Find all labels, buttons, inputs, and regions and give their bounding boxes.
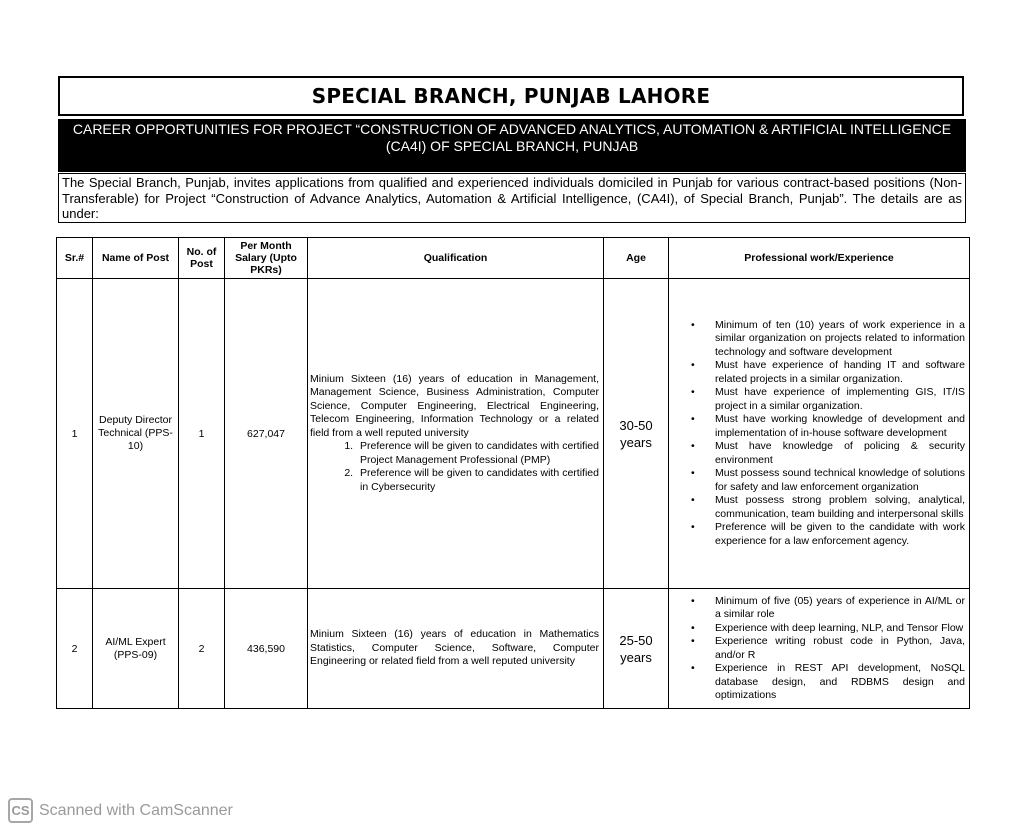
experience-list: [673, 319, 965, 549]
list-item: • Minimum of five (05) years of experience in AI/ML or a similar role: [715, 595, 965, 622]
row-post-count: 1: [179, 279, 225, 589]
header-post-name: Name of Post: [93, 238, 179, 279]
positions-table: [56, 237, 970, 709]
preference-list: [310, 440, 599, 494]
intro-paragraph: The Special Branch, Punjab, invites applications from qualified and experienced individuals domiciled in Punjab for various contract-based positions (Non-Transferable) for Project “Construction of Advance Analytics, Automation & Artificial Intelligence, (CA4I), of Special Branch, Punjab”. The details are as under:: [58, 173, 966, 223]
list-item: • Minimum of ten (10) years of work experience in a similar organization on projects related to information technology and software development: [715, 319, 965, 360]
header-experience: Professional work/Experience: [669, 238, 970, 279]
list-item: • Must have experience of implementing GIS, IT/IS project in a similar organization.: [715, 386, 965, 413]
row-post-name: AI/ML Expert (PPS-09): [93, 589, 179, 709]
career-banner: [58, 119, 966, 172]
banner-line-1: CAREER OPPORTUNITIES FOR PROJECT “CONSTRUCTION OF ADVANCED ANALYTICS, AUTOMATION & ARTIFICIAL INTELLIGENCE: [72, 121, 952, 137]
list-item: • Preference will be given to the candidate with work experience for a law enforcement agency.: [715, 521, 965, 548]
age-unit: years: [620, 649, 652, 665]
list-item: • Experience with deep learning, NLP, and Tensor Flow: [715, 622, 965, 636]
row-qualification: [308, 279, 604, 589]
qualification-text: Minium Sixteen (16) years of education in Management, Management Science, Business Administration, Computer Science, Computer Engineering, Electrical Engineering, Telecom Engineering, Information Technology or a related field from a well reputed university: [310, 372, 599, 439]
row-qualification: [308, 589, 604, 709]
row-age: [604, 279, 669, 589]
header-sr: Sr.#: [57, 238, 93, 279]
header-salary: Per Month Salary (Upto PKRs): [225, 238, 308, 279]
camscanner-watermark: [8, 798, 233, 823]
row-experience: [669, 589, 970, 709]
list-item: • Must possess sound technical knowledge of solutions for safety and law enforcement organization: [715, 467, 965, 494]
row-salary: 436,590: [225, 589, 308, 709]
experience-list: [673, 595, 965, 703]
table-header-row: [57, 238, 970, 279]
row-sr: 2: [57, 589, 93, 709]
header-post-count: No. of Post: [179, 238, 225, 279]
list-item: • Must have knowledge of policing & security environment: [715, 440, 965, 467]
age-range: 30-50: [619, 417, 653, 433]
row-post-count: 2: [179, 589, 225, 709]
age-range: 25-50: [619, 632, 653, 648]
row-salary: 627,047: [225, 279, 308, 589]
qualification-text: Minium Sixteen (16) years of education in Mathematics Statistics, Computer Science, Software, Computer Engineering or related field from a well reputed university: [310, 628, 599, 668]
page-title-box: [58, 76, 964, 116]
row-post-name: Deputy Director Technical (PPS-10): [93, 279, 179, 589]
row-experience: [669, 279, 970, 589]
row-sr: 1: [57, 279, 93, 589]
row-age: [604, 589, 669, 709]
page-title: SPECIAL BRANCH, PUNJAB LAHORE: [311, 84, 711, 108]
table-row: [57, 589, 970, 709]
list-item: 2. Preference will be given to candidates with certified in Cybersecurity: [356, 467, 599, 494]
header-qualification: Qualification: [308, 238, 604, 279]
banner-line-2: (CA4I) OF SPECIAL BRANCH, PUNJAB: [385, 138, 639, 154]
list-item: • Must possess strong problem solving, analytical, communication, team building and interpersonal skills: [715, 494, 965, 521]
list-item: • Experience writing robust code in Python, Java, and/or R: [715, 635, 965, 662]
camscanner-logo-icon: CS: [8, 798, 33, 823]
list-item: • Must have working knowledge of development and implementation of in-house software development: [715, 413, 965, 440]
camscanner-text: Scanned with CamScanner: [39, 801, 233, 819]
table-row: [57, 279, 970, 589]
list-item: • Experience in REST API development, NoSQL database design, and RDBMS design and optimizations: [715, 662, 965, 703]
age-unit: years: [620, 434, 652, 450]
list-item: 1. Preference will be given to candidates with certified Project Management Professional (PMP): [356, 440, 599, 467]
list-item: • Must have experience of handing IT and software related projects in a similar organization.: [715, 359, 965, 386]
header-age: Age: [604, 238, 669, 279]
